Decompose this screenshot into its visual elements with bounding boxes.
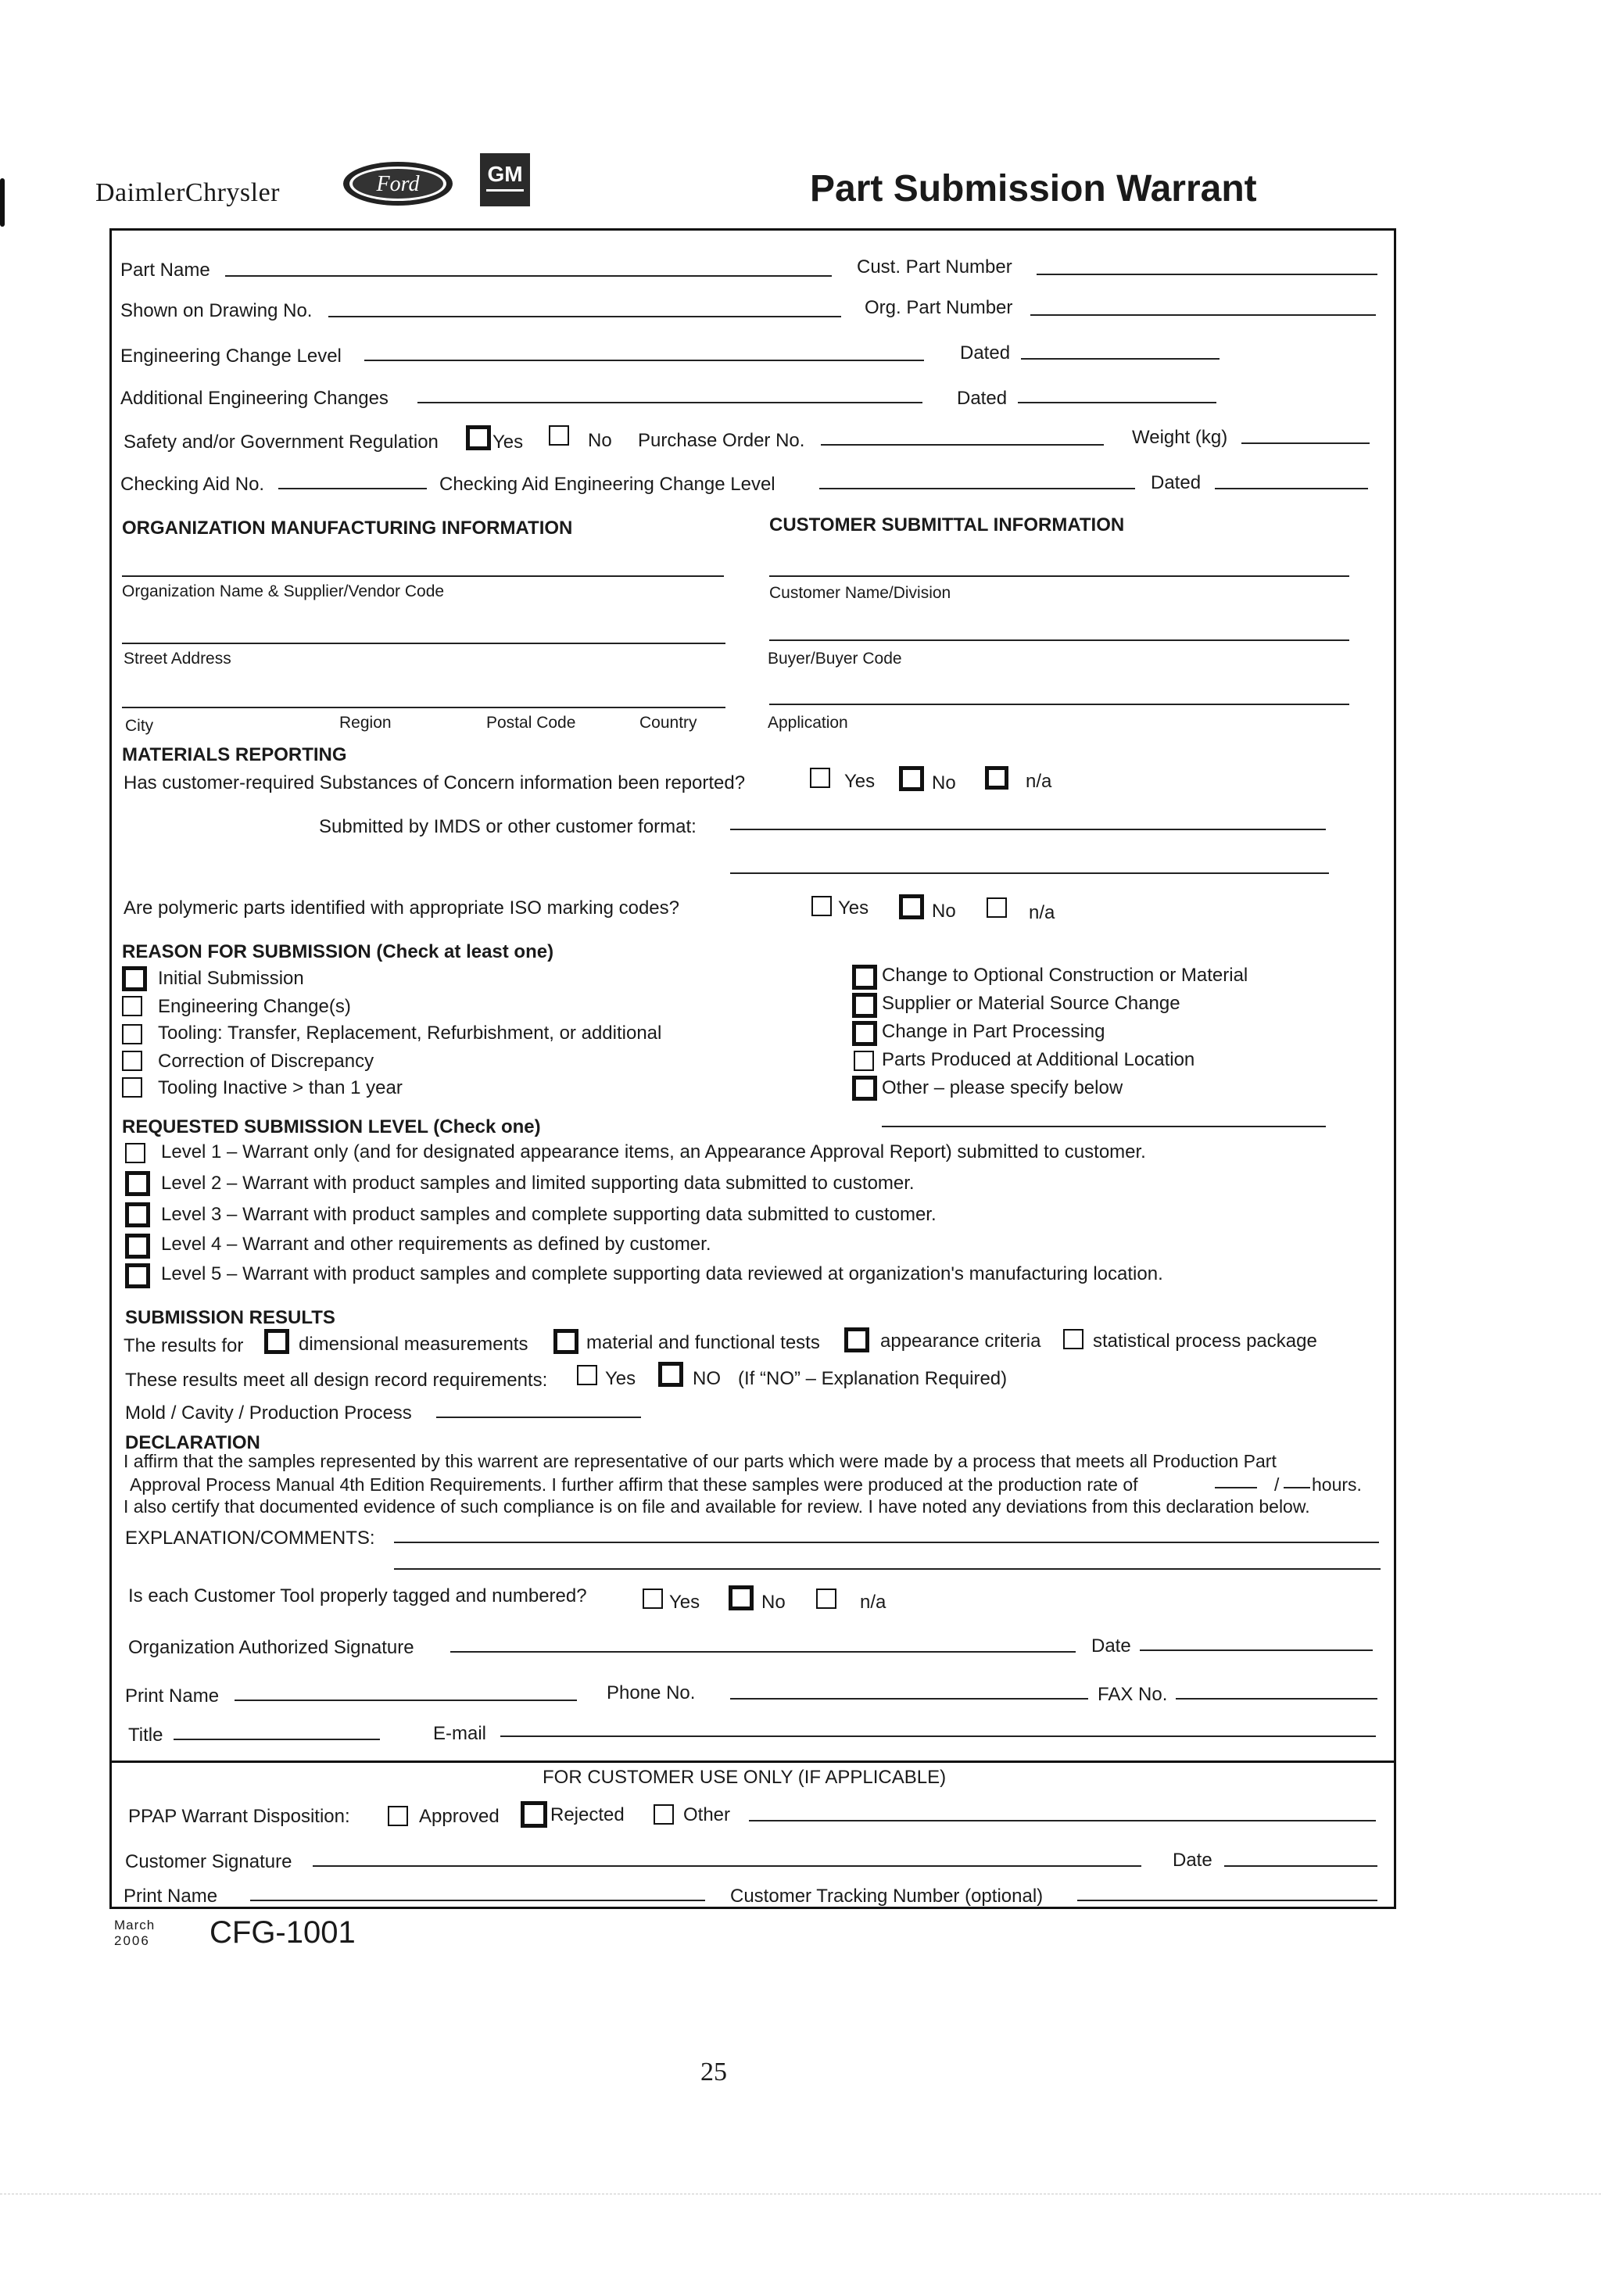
substances-no-checkbox[interactable]: [899, 766, 924, 791]
email-label: E-mail: [433, 1723, 487, 1744]
polymeric-yes-label: Yes: [838, 897, 869, 919]
imds-label: Submitted by IMDS or other customer format:: [319, 816, 697, 837]
mold-cavity-label: Mold / Cavity / Production Process: [125, 1402, 412, 1424]
form-id: CFG-1001: [210, 1915, 356, 1950]
customer-print-name-field[interactable]: [250, 1900, 705, 1901]
purchase-order-label: Purchase Order No.: [638, 430, 805, 451]
eng-change-level-field[interactable]: [364, 360, 924, 361]
drawing-number-field[interactable]: [328, 316, 841, 317]
safety-no-checkbox[interactable]: [549, 425, 569, 446]
imds-field-2[interactable]: [730, 872, 1329, 874]
phone-label: Phone No.: [607, 1682, 696, 1703]
tracking-number-field[interactable]: [1077, 1900, 1377, 1901]
reason-tooling-inactive-label: Tooling Inactive > than 1 year: [158, 1077, 403, 1098]
tool-yes-label: Yes: [669, 1592, 700, 1613]
level-2-checkbox[interactable]: [125, 1171, 150, 1196]
material-tests-checkbox[interactable]: [553, 1329, 578, 1354]
reason-part-processing-checkbox[interactable]: [852, 1021, 877, 1046]
eng-change-level-label: Engineering Change Level: [120, 346, 342, 367]
materials-heading: MATERIALS REPORTING: [122, 744, 347, 765]
footer-month: March: [114, 1918, 156, 1932]
reason-additional-location-label: Parts Produced at Additional Location: [882, 1049, 1195, 1070]
statistical-checkbox[interactable]: [1063, 1329, 1083, 1349]
application-label: Application: [768, 714, 848, 732]
title-field[interactable]: [174, 1739, 380, 1740]
checking-aid-eng-field[interactable]: [819, 488, 1135, 489]
production-rate-hours-label: hours.: [1312, 1474, 1362, 1495]
statistical-label: statistical process package: [1093, 1331, 1317, 1352]
additional-eng-changes-field[interactable]: [417, 402, 922, 403]
org-signature-field[interactable]: [450, 1651, 1076, 1653]
fax-label: FAX No.: [1098, 1684, 1168, 1705]
reason-correction-checkbox[interactable]: [122, 1051, 142, 1071]
page-number: 25: [700, 2058, 727, 2086]
tool-na-checkbox[interactable]: [816, 1589, 836, 1609]
polymeric-no-checkbox[interactable]: [899, 894, 924, 919]
mold-cavity-field[interactable]: [436, 1417, 641, 1418]
reason-correction-label: Correction of Discrepancy: [158, 1051, 374, 1072]
level-2-label: Level 2 – Warrant with product samples and limited supporting data submitted to customer.: [161, 1173, 915, 1194]
scan-edge-mark: [0, 178, 5, 227]
org-signature-date-field[interactable]: [1140, 1649, 1373, 1651]
reason-optional-construction-label: Change to Optional Construction or Material: [882, 965, 1248, 986]
dated-2-field[interactable]: [1018, 402, 1216, 403]
cust-part-number-field[interactable]: [1037, 274, 1377, 275]
ford-logo: [341, 159, 455, 208]
design-record-label: These results meet all design record requirements:: [125, 1370, 548, 1391]
street-address-label: Street Address: [124, 650, 231, 668]
reason-supplier-change-label: Supplier or Material Source Change: [882, 993, 1180, 1014]
tool-yes-checkbox[interactable]: [643, 1589, 663, 1609]
tool-no-label: No: [761, 1592, 786, 1613]
page-title: Part Submission Warrant: [810, 168, 1257, 210]
declaration-line-3: I also certify that documented evidence of such compliance is on file and available for review. I have noted any deviations from this declaration below.: [124, 1496, 1310, 1517]
reason-other-checkbox[interactable]: [852, 1076, 877, 1101]
org-signature-label: Organization Authorized Signature: [128, 1637, 414, 1658]
level-1-checkbox[interactable]: [125, 1143, 145, 1163]
substances-question: Has customer-required Substances of Concern information been reported?: [124, 772, 746, 793]
org-part-number-label: Org. Part Number: [865, 297, 1013, 318]
declaration-heading: DECLARATION: [125, 1432, 260, 1453]
dimensional-label: dimensional measurements: [299, 1334, 528, 1355]
dated-2-label: Dated: [957, 388, 1008, 409]
design-no-checkbox[interactable]: [658, 1362, 683, 1387]
reason-eng-change-label: Engineering Change(s): [158, 996, 351, 1017]
customer-use-heading: FOR CUSTOMER USE ONLY (IF APPLICABLE): [543, 1767, 947, 1788]
reason-tooling-checkbox[interactable]: [122, 1024, 142, 1044]
phone-field[interactable]: [730, 1698, 1088, 1700]
explanation-label: EXPLANATION/COMMENTS:: [125, 1528, 375, 1549]
fax-field[interactable]: [1176, 1698, 1377, 1700]
other-checkbox[interactable]: [654, 1804, 674, 1825]
results-for-label: The results for: [124, 1335, 244, 1356]
customer-signature-date-label: Date: [1173, 1850, 1212, 1871]
level-4-label: Level 4 – Warrant and other requirements as defined by customer.: [161, 1234, 711, 1255]
checking-aid-field[interactable]: [278, 488, 427, 489]
daimlerchrysler-logo: DaimlerChrysler: [95, 178, 280, 207]
postal-code-label: Postal Code: [486, 714, 576, 732]
substances-yes-checkbox[interactable]: [810, 768, 830, 788]
reason-optional-construction-checkbox[interactable]: [852, 965, 877, 990]
part-name-label: Part Name: [120, 260, 210, 281]
explanation-field-2[interactable]: [394, 1568, 1381, 1570]
design-yes-label: Yes: [605, 1368, 636, 1389]
city-label: City: [125, 717, 154, 735]
dimensional-checkbox[interactable]: [264, 1329, 289, 1354]
level-5-label: Level 5 – Warrant with product samples and complete supporting data reviewed at organization's manufacturing location.: [161, 1263, 1163, 1284]
results-heading: SUBMISSION RESULTS: [125, 1307, 335, 1328]
customer-name-field[interactable]: [769, 575, 1349, 577]
weight-label: Weight (kg): [1132, 427, 1228, 448]
customer-signature-label: Customer Signature: [125, 1851, 292, 1872]
appearance-checkbox[interactable]: [844, 1327, 869, 1352]
reason-eng-change-checkbox[interactable]: [122, 996, 142, 1016]
org-signature-date-label: Date: [1091, 1635, 1131, 1657]
org-part-number-field[interactable]: [1030, 314, 1376, 316]
print-name-field[interactable]: [235, 1700, 577, 1701]
explanation-required-note: (If “NO” – Explanation Required): [738, 1368, 1008, 1389]
substances-no-label: No: [932, 772, 956, 793]
tool-question: Is each Customer Tool properly tagged and numbered?: [128, 1585, 587, 1606]
tool-na-label: n/a: [860, 1592, 886, 1613]
reason-other-specify-field[interactable]: [882, 1126, 1326, 1127]
print-name-label: Print Name: [125, 1685, 220, 1707]
country-label: Country: [639, 714, 697, 732]
rejected-label: Rejected: [550, 1804, 625, 1825]
reason-tooling-inactive-checkbox[interactable]: [122, 1077, 142, 1098]
street-address-field[interactable]: [122, 643, 725, 644]
checking-aid-label: Checking Aid No.: [120, 474, 265, 495]
svg-text:Ford: Ford: [376, 172, 420, 196]
level-5-checkbox[interactable]: [125, 1263, 150, 1288]
tracking-number-label: Customer Tracking Number (optional): [730, 1886, 1044, 1907]
polymeric-yes-checkbox[interactable]: [811, 896, 832, 916]
declaration-line-1: I affirm that the samples represented by this warrent are representative of our parts which were made by a process that meets all Production Part: [124, 1451, 1277, 1471]
dated-3-field[interactable]: [1215, 488, 1368, 489]
title-label: Title: [128, 1725, 163, 1746]
reason-part-processing-label: Change in Part Processing: [882, 1021, 1105, 1042]
purchase-order-field[interactable]: [821, 444, 1104, 446]
dated-1-label: Dated: [960, 342, 1011, 364]
level-1-label: Level 1 – Warrant only (and for designated appearance items, an Appearance Approval Report) submitted to customer.: [161, 1141, 1146, 1162]
weight-field[interactable]: [1241, 442, 1370, 444]
cust-part-number-label: Cust. Part Number: [857, 256, 1012, 278]
polymeric-question: Are polymeric parts identified with appropriate ISO marking codes?: [124, 897, 679, 919]
buyer-code-field[interactable]: [769, 639, 1349, 641]
substances-na-checkbox[interactable]: [985, 766, 1008, 790]
production-rate-parts-field[interactable]: [1215, 1487, 1257, 1488]
material-tests-label: material and functional tests: [586, 1332, 820, 1353]
customer-info-heading: CUSTOMER SUBMITTAL INFORMATION: [769, 514, 1125, 535]
org-name-label: Organization Name & Supplier/Vendor Code: [122, 582, 445, 600]
safety-yes-label: Yes: [492, 432, 524, 453]
additional-eng-changes-label: Additional Engineering Changes: [120, 388, 389, 409]
reason-heading: REASON FOR SUBMISSION (Check at least one): [122, 941, 554, 962]
customer-section-divider: [109, 1761, 1396, 1763]
level-4-checkbox[interactable]: [125, 1234, 150, 1259]
customer-name-label: Customer Name/Division: [769, 584, 951, 602]
level-3-checkbox[interactable]: [125, 1202, 150, 1227]
production-rate-hours-field[interactable]: [1284, 1487, 1310, 1488]
region-label: Region: [339, 714, 392, 732]
checking-aid-eng-label: Checking Aid Engineering Change Level: [439, 474, 775, 495]
buyer-code-label: Buyer/Buyer Code: [768, 650, 902, 668]
drawing-number-label: Shown on Drawing No.: [120, 300, 313, 321]
dated-1-field[interactable]: [1021, 358, 1220, 360]
polymeric-no-label: No: [932, 901, 956, 922]
application-field[interactable]: [769, 704, 1349, 705]
dated-3-label: Dated: [1151, 472, 1202, 493]
org-info-heading: ORGANIZATION MANUFACTURING INFORMATION: [122, 518, 573, 539]
email-field[interactable]: [500, 1735, 1376, 1737]
disposition-label: PPAP Warrant Disposition:: [128, 1806, 350, 1827]
reason-supplier-change-checkbox[interactable]: [852, 993, 877, 1018]
level-heading: REQUESTED SUBMISSION LEVEL (Check one): [122, 1116, 541, 1137]
customer-signature-date-field[interactable]: [1224, 1865, 1377, 1867]
reason-tooling-label: Tooling: Transfer, Replacement, Refurbishment, or additional: [158, 1023, 662, 1044]
appearance-label: appearance criteria: [880, 1331, 1041, 1352]
safety-regulation-label: Safety and/or Government Regulation: [124, 432, 439, 453]
reason-other-label: Other – please specify below: [882, 1077, 1123, 1098]
production-rate-slash: /: [1274, 1474, 1280, 1495]
reason-initial-checkbox[interactable]: [122, 966, 147, 991]
level-3-label: Level 3 – Warrant with product samples and complete supporting data submitted to customer.: [161, 1204, 937, 1225]
polymeric-na-checkbox[interactable]: [987, 897, 1007, 918]
rejected-checkbox[interactable]: [521, 1801, 547, 1828]
explanation-field[interactable]: [394, 1542, 1379, 1543]
footer-year: 2006: [114, 1933, 150, 1948]
customer-signature-field[interactable]: [313, 1865, 1141, 1867]
approved-checkbox[interactable]: [388, 1806, 408, 1826]
polymeric-na-label: n/a: [1029, 902, 1055, 923]
design-yes-checkbox[interactable]: [577, 1365, 597, 1385]
disposition-other-field[interactable]: [749, 1820, 1376, 1821]
declaration-line-2: Approval Process Manual 4th Edition Requirements. I further affirm that these samples were produced at the production rate of: [130, 1474, 1138, 1495]
customer-print-name-label: Print Name: [124, 1886, 218, 1907]
org-name-field[interactable]: [122, 575, 724, 577]
imds-field[interactable]: [730, 829, 1326, 830]
tool-no-checkbox[interactable]: [729, 1585, 754, 1610]
city-region-field[interactable]: [122, 707, 725, 708]
safety-no-label: No: [588, 430, 612, 451]
part-name-field[interactable]: [225, 275, 832, 277]
other-label: Other: [683, 1804, 731, 1825]
design-no-label: NO: [693, 1368, 721, 1389]
substances-yes-label: Yes: [844, 771, 876, 792]
approved-label: Approved: [419, 1806, 500, 1827]
safety-yes-checkbox[interactable]: [466, 425, 491, 450]
substances-na-label: n/a: [1026, 771, 1052, 792]
reason-additional-location-checkbox[interactable]: [854, 1051, 874, 1071]
reason-initial-label: Initial Submission: [158, 968, 304, 989]
gm-logo: GM: [480, 153, 530, 206]
